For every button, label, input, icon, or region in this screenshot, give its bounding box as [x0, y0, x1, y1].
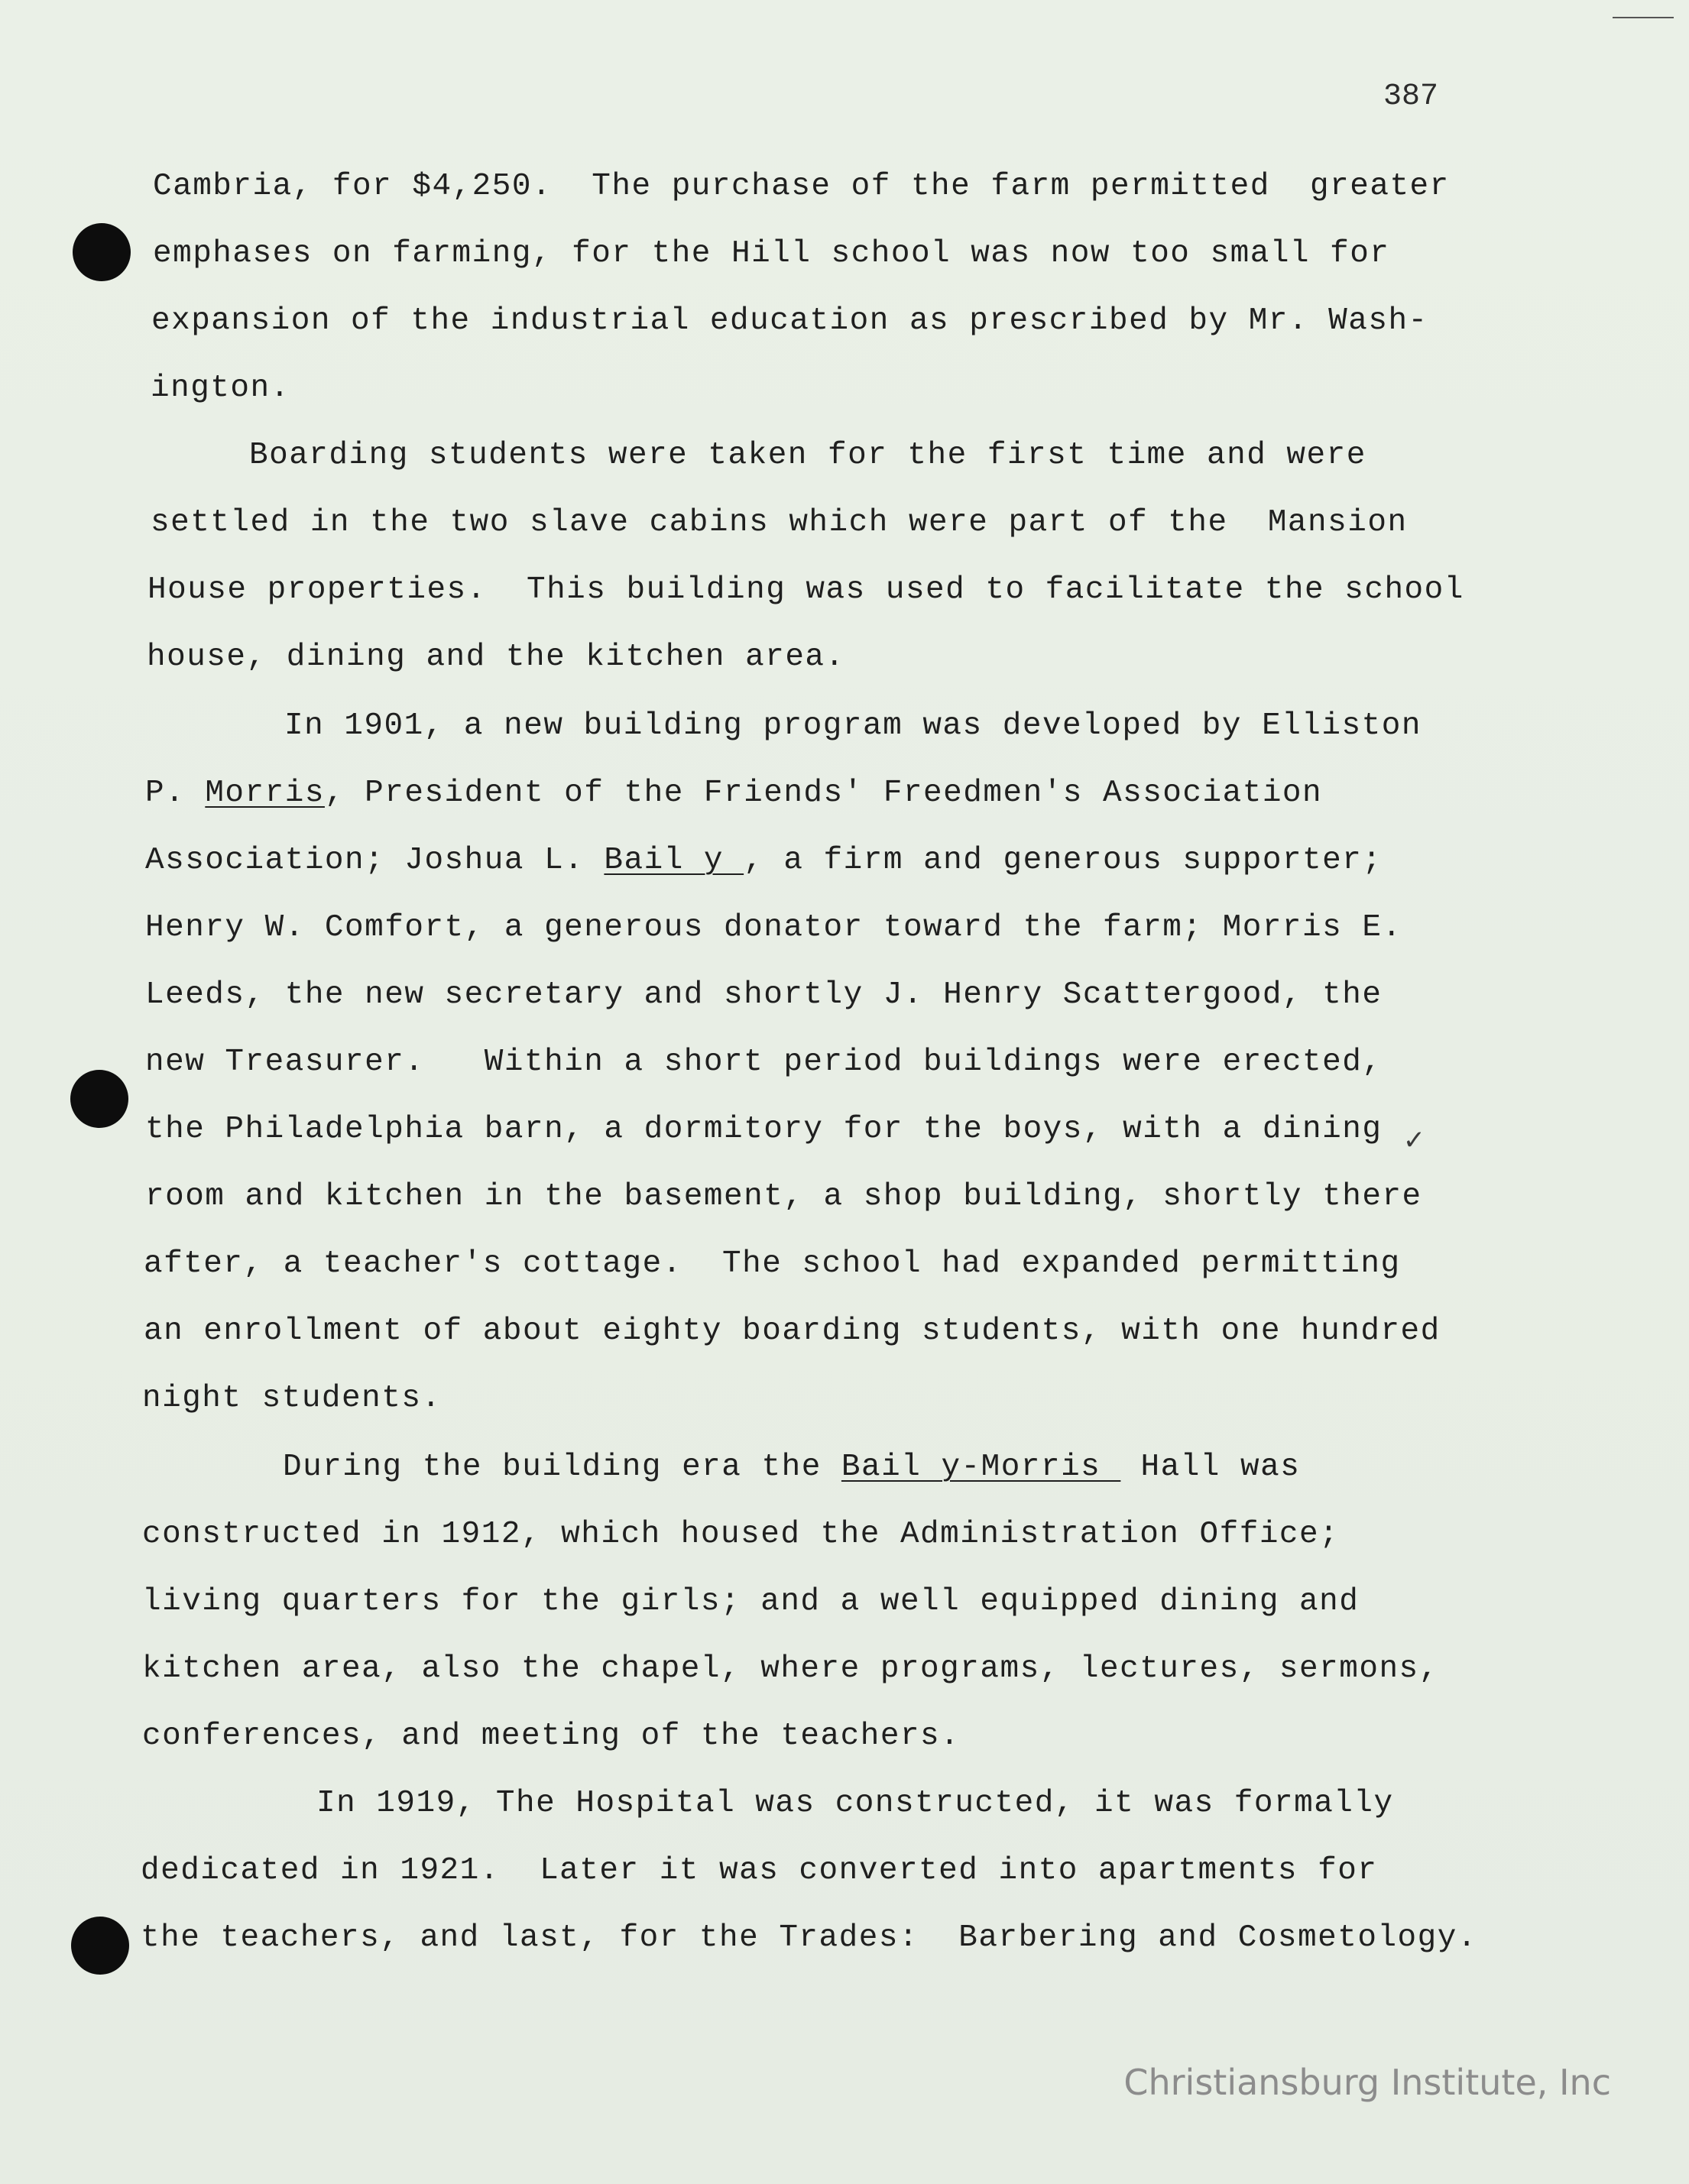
- text-line: after, a teacher's cottage. The school had expanded permitting: [144, 1246, 1401, 1282]
- text-line: Henry W. Comfort, a generous donator toward the farm; Morris E.: [145, 910, 1402, 945]
- text-line: In 1919, The Hospital was constructed, it was formally: [316, 1786, 1394, 1821]
- page-number: 387: [1383, 79, 1439, 114]
- text-line: night students.: [142, 1381, 442, 1416]
- text-line: P. Morris, President of the Friends' Freedmen's Association: [145, 776, 1323, 811]
- text-line: new Treasurer. Within a short period buildings were erected,: [145, 1045, 1383, 1080]
- text-line: the Philadelphia barn, a dormitory for the boys, with a dining: [145, 1112, 1383, 1147]
- underlined-name: Bail y-Morris: [841, 1450, 1121, 1485]
- text-line: an enrollment of about eighty boarding students, with one hundred: [144, 1314, 1441, 1349]
- punch-hole: [70, 1070, 128, 1128]
- text-line: dedicated in 1921. Later it was converted into apartments for: [141, 1853, 1378, 1888]
- text-line: Association; Joshua L. Bail y , a firm and generous supporter;: [145, 843, 1383, 878]
- punch-hole: [71, 1917, 129, 1975]
- text-line: During the building era the Bail y-Morris Hall was: [283, 1450, 1301, 1485]
- top-edge-rule: [1613, 17, 1674, 18]
- underlined-name: Bail y: [604, 843, 744, 878]
- text-line: living quarters for the girls; and a well equipped dining and: [142, 1584, 1360, 1619]
- text-line: Cambria, for $4,250. The purchase of the farm permitted greater: [153, 169, 1450, 204]
- text-line: emphases on farming, for the Hill school was now too small for: [153, 236, 1390, 271]
- text-line: kitchen area, also the chapel, where programs, lectures, sermons,: [142, 1651, 1439, 1687]
- text-line: House properties. This building was used to facilitate the school: [148, 572, 1464, 608]
- watermark: Christiansburg Institute, Inc: [1123, 2062, 1611, 2103]
- text-line: Boarding students were taken for the first time and were: [249, 438, 1366, 473]
- text-line: In 1901, a new building program was developed by Elliston: [284, 708, 1422, 744]
- text-line: constructed in 1912, which housed the Administration Office;: [142, 1517, 1340, 1552]
- text-line: Leeds, the new secretary and shortly J. Henry Scattergood, the: [145, 977, 1383, 1013]
- underlined-name: Morris: [205, 776, 325, 811]
- margin-check-mark: ✓: [1405, 1125, 1424, 1159]
- text-line: conferences, and meeting of the teachers.: [142, 1719, 961, 1754]
- text-line: expansion of the industrial education as prescribed by Mr. Wash-: [151, 303, 1428, 339]
- punch-hole: [73, 223, 131, 281]
- text-line: ington.: [151, 371, 290, 406]
- text-line: settled in the two slave cabins which were part of the Mansion: [151, 505, 1408, 540]
- text-line: house, dining and the kitchen area.: [147, 640, 845, 675]
- text-line: room and kitchen in the basement, a shop building, shortly there: [145, 1179, 1422, 1214]
- text-line: the teachers, and last, for the Trades: Barbering and Cosmetology.: [141, 1920, 1477, 1956]
